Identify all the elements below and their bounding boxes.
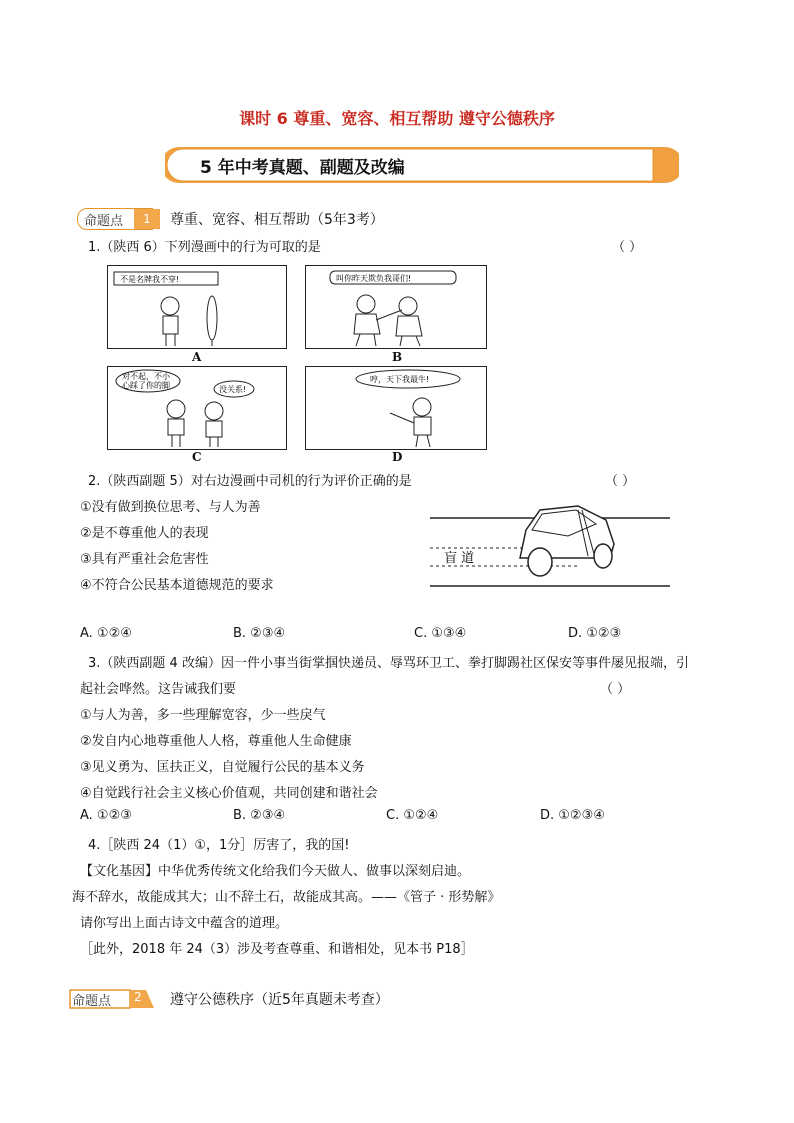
- q3-option-c: C. ①②④: [386, 808, 439, 823]
- q2-option-c: C. ①③④: [414, 626, 467, 641]
- banner-text: 5 年中考真题、副题及改编: [200, 158, 405, 178]
- q3-stem-line-2: 起社会哗然。这告诫我们要: [80, 682, 237, 697]
- kp2-label: 命题点: [72, 994, 112, 1009]
- q3-answer-paren: （ ）: [600, 682, 631, 697]
- q3-option-d: D. ①②③④: [540, 808, 605, 823]
- q2-stem: 2.（陕西副题 5）对右边漫画中司机的行为评价正确的是: [88, 474, 412, 489]
- cartoon-panel-b: [305, 265, 487, 349]
- knowledge-point-1: [0, 208, 794, 230]
- q3-option-b: B. ②③④: [233, 808, 286, 823]
- q2-item-4: ④不符合公民基本道德规范的要求: [80, 578, 274, 593]
- q2-item-1: ①没有做到换位思考、与人为善: [80, 500, 261, 515]
- kp-number: 1: [134, 209, 160, 229]
- kp-text: 尊重、宽容、相互帮助（5年3考）: [170, 212, 384, 228]
- q2-item-3: ③具有严重社会危害性: [80, 552, 209, 567]
- cartoon-b-drawing: [306, 266, 486, 348]
- q1-answer-paren: （ ）: [612, 240, 643, 255]
- q1-stem: 1.（陕西 6）下列漫画中的行为可取的是: [88, 240, 321, 255]
- blind-path-label: 盲 道: [444, 551, 475, 566]
- caption-b: B: [392, 350, 403, 364]
- caption-c: C: [192, 450, 202, 464]
- knowledge-point-2: [0, 988, 794, 1010]
- bubble-c-2: 心踩了你的脚: [122, 381, 170, 390]
- cartoon-c-drawing: [108, 367, 286, 449]
- q4-line-2: 海不辞水，故能成其大；山不辞土石，故能成其高。——《管子 · 形势解》: [72, 890, 501, 905]
- cartoon-panel-d: [305, 366, 487, 450]
- bubble-c-reply: 没关系!: [219, 385, 247, 394]
- q4-note: ［此外，2018 年 24（3）涉及考查尊重、和谐相处，见本书 P18］: [80, 942, 474, 957]
- q3-option-a: A. ①②③: [80, 808, 132, 823]
- kp2-number: 2: [134, 990, 142, 1004]
- q3-item-4: ④自觉践行社会主义核心价值观，共同创建和谐社会: [80, 786, 378, 801]
- kp-label: 命题点: [84, 214, 124, 229]
- caption-a: A: [192, 350, 202, 364]
- car-on-blind-path-cartoon: [428, 496, 672, 596]
- bubble-a: 不是名牌我不穿!: [120, 275, 180, 284]
- bubble-d: 哼，天下我最牛!: [370, 375, 430, 384]
- q2-answer-paren: （ ）: [605, 474, 636, 489]
- caption-d: D: [392, 450, 403, 464]
- q4-stem: 4.［陕西 24（1）①，1分］厉害了，我的国!: [88, 838, 350, 853]
- bubble-c: 对不起，不小: [122, 372, 170, 381]
- cartoon-d-drawing: [306, 367, 486, 449]
- q4-line-3: 请你写出上面古诗文中蕴含的道理。: [80, 916, 289, 931]
- q2-option-a: A. ①②④: [80, 626, 132, 641]
- q3-item-2: ②发自内心地尊重他人人格，尊重他人生命健康: [80, 734, 352, 749]
- q2-option-d: D. ①②③: [568, 626, 622, 641]
- q3-stem-line-1: 3.（陕西副题 4 改编）因一件小事当街掌掴快递员、辱骂环卫工、拳打脚踢社区保安等事件屡见报端，引: [88, 656, 689, 671]
- q3-item-1: ①与人为善，多一些理解宽容，少一些戾气: [80, 708, 326, 723]
- q3-item-3: ③见义勇为、匡扶正义，自觉履行公民的基本义务: [80, 760, 365, 775]
- cartoon-panel-a: [107, 265, 287, 349]
- page-title: 课时 6 尊重、宽容、相互帮助 遵守公德秩序: [239, 109, 555, 128]
- q4-line-1: 【文化基因】中华优秀传统文化给我们今天做人、做事以深刻启迪。: [80, 864, 471, 879]
- cartoon-a-drawing: [108, 266, 286, 348]
- q2-option-b: B. ②③④: [233, 626, 286, 641]
- bubble-b: 叫你昨天欺负我哥们!: [336, 274, 412, 283]
- cartoon-panel-c: [107, 366, 287, 450]
- q2-item-2: ②是不尊重他人的表现: [80, 526, 209, 541]
- kp2-text: 遵守公德秩序（近5年真题未考查）: [170, 992, 389, 1008]
